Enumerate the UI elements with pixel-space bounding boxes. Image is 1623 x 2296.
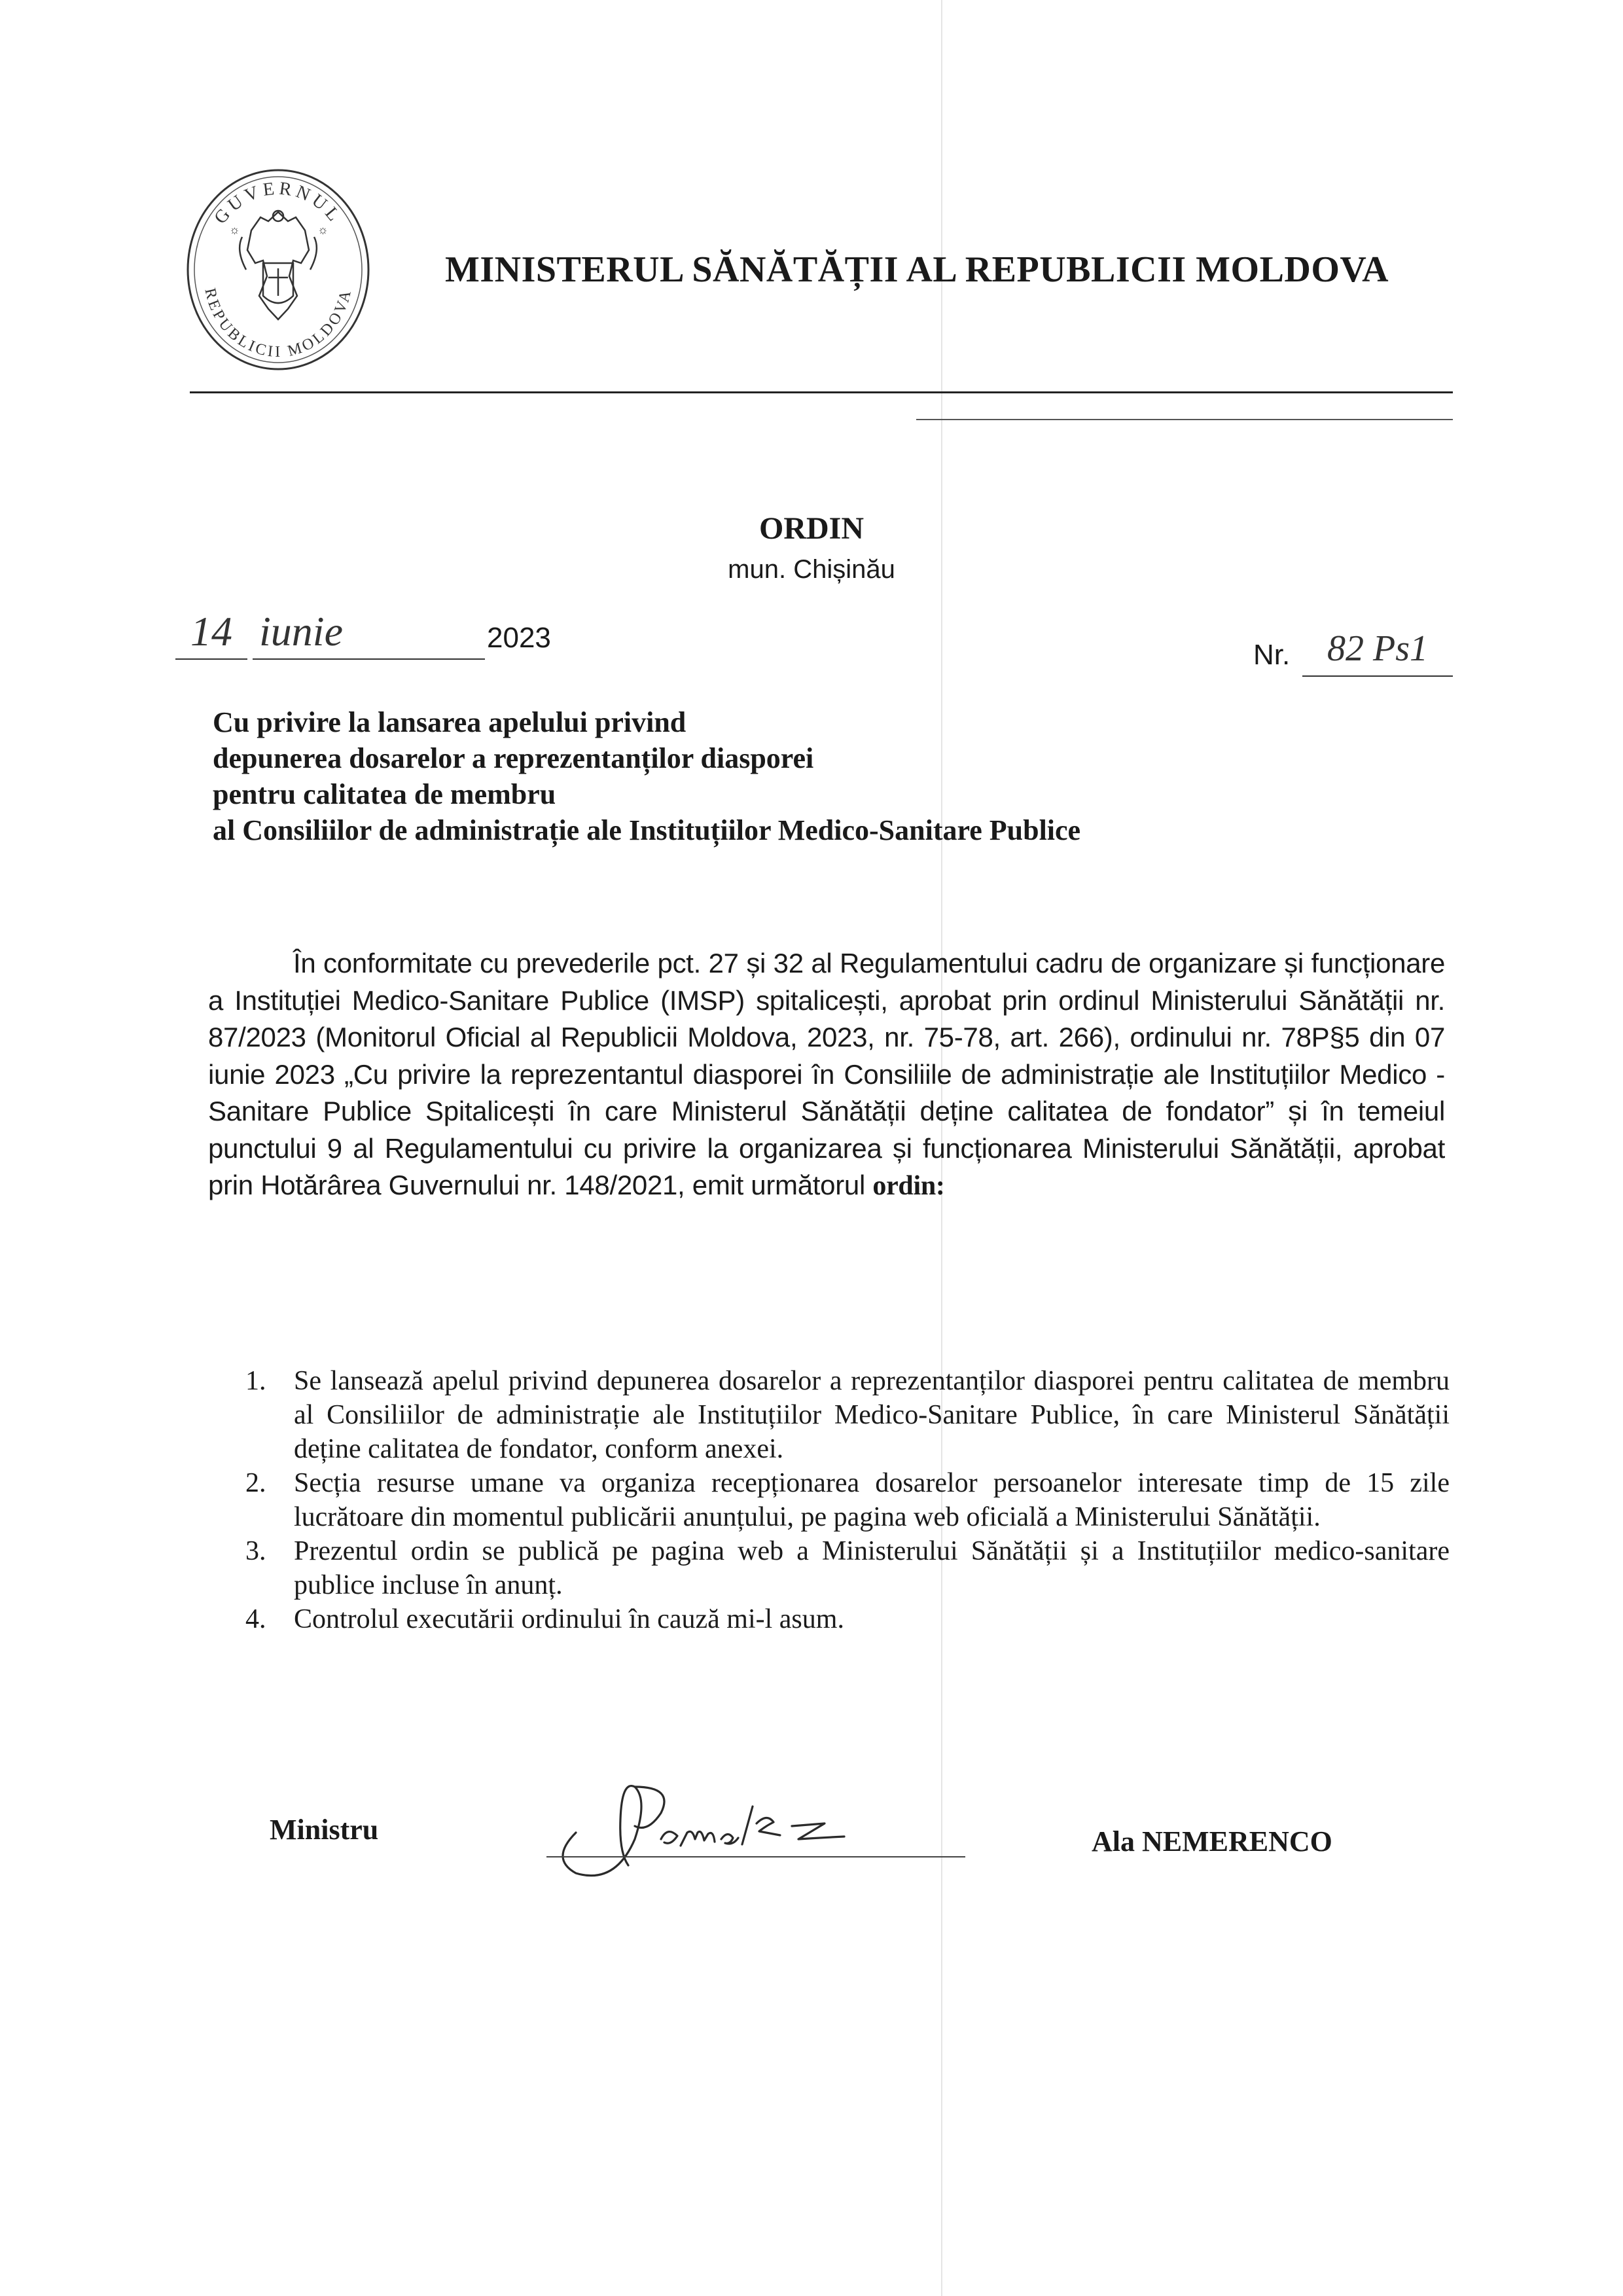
order-item bbox=[245, 1364, 1450, 1466]
header-rule bbox=[190, 391, 1453, 393]
order-item-text: Prezentul ordin se publică pe pagina web a Ministerului Sănătății și a Instituțiilor medico-sanitare publice incluse în anunț. bbox=[294, 1536, 1450, 1600]
date-year: 2023 bbox=[487, 622, 551, 654]
order-item bbox=[245, 1466, 1450, 1534]
order-item-number: 2. bbox=[245, 1468, 266, 1498]
subject-line: al Consiliilor de administrație ale Instituțiilor Medico-Sanitare Publice bbox=[213, 814, 1081, 846]
subject-line: depunerea dosarelor a reprezentanților diasporei bbox=[213, 742, 814, 774]
order-item-text: Controlul executării ordinului în cauză mi-l asum. bbox=[294, 1604, 844, 1634]
order-items-list bbox=[245, 1364, 1450, 1636]
svg-text:GUVERNUL: GUVERNUL bbox=[210, 178, 346, 228]
date-month-handwritten: iunie bbox=[253, 605, 485, 660]
document-city: mun. Chișinău bbox=[728, 555, 895, 584]
document-type: ORDIN bbox=[758, 511, 864, 546]
preamble-paragraph bbox=[208, 945, 1445, 1205]
svg-text:REPUBLICII MOLDOVA: REPUBLICII MOLDOVA bbox=[201, 286, 355, 361]
subject-line: Cu privire la lansarea apelului privind bbox=[213, 706, 687, 738]
order-item bbox=[245, 1602, 1450, 1636]
ministry-title: MINISTERUL SĂNĂTĂȚII AL REPUBLICII MOLDOVA bbox=[445, 249, 1389, 290]
preamble-text: În conformitate cu prevederile pct. 27 și 32 al Regulamentului cadru de organizare și funcționare a Instituției Medico-Sanitare Publice (IMSP) spitalicești, aprobat prin ordinul Ministerului Sănătății nr. 87/2023 (Monitorul Oficial al Republicii Moldova, 2023, nr. 75-78, art. 266), ordinului nr. 78P§5 din 07 iunie 2023 „Cu privire la reprezentantul diasporei în Consiliile de administrație ale Instituțiilor Medico - Sanitare Publice Spitalicești în care Ministerul Sănătății deține calitatea de fondator” și în temeiul punctului 9 al Regulamentului cu privire la organizarea și funcționarea Ministerului Sănătății, aprobat prin Hotărârea Guvernului nr. 148/2021, emit următorul bbox=[208, 948, 1445, 1200]
signatory-name: Ala NEMERENCO bbox=[1092, 1825, 1332, 1857]
government-seal-icon bbox=[183, 165, 373, 374]
svg-text:☼: ☼ bbox=[317, 223, 329, 236]
svg-text:☼: ☼ bbox=[229, 223, 240, 236]
order-number-handwritten: 82 Ps1 bbox=[1302, 622, 1453, 677]
order-item-number: 3. bbox=[245, 1536, 266, 1566]
order-item-text: Secția resurse umane va organiza recepționarea dosarelor persoanelor interesate timp de 15 zile lucrătoare din momentul publicării anunțului, pe pagina web oficială a Ministerului Sănătății. bbox=[294, 1468, 1450, 1532]
order-item-number: 4. bbox=[245, 1604, 266, 1634]
signature-line bbox=[546, 1856, 965, 1857]
order-item-text: Se lansează apelul privind depunerea dosarelor a reprezentanților diasporei pentru calitatea de membru al Consiliilor de administrație ale Instituțiilor Medico-Sanitare Publice, în care Ministerul Sănătății deține calitatea de fondator, conform anexei. bbox=[294, 1366, 1450, 1464]
order-item-number: 1. bbox=[245, 1366, 266, 1396]
handwritten-signature-icon bbox=[537, 1761, 903, 1885]
date-day-handwritten: 14 bbox=[175, 605, 247, 660]
signatory-title: Ministru bbox=[270, 1814, 379, 1846]
order-number-label: Nr. bbox=[1253, 639, 1291, 671]
subject-line: pentru calitatea de membru bbox=[213, 778, 556, 810]
order-item bbox=[245, 1534, 1450, 1602]
header-rule-secondary bbox=[916, 419, 1453, 420]
preamble-emphasis: ordin: bbox=[872, 1171, 945, 1201]
order-subject bbox=[213, 704, 1456, 848]
